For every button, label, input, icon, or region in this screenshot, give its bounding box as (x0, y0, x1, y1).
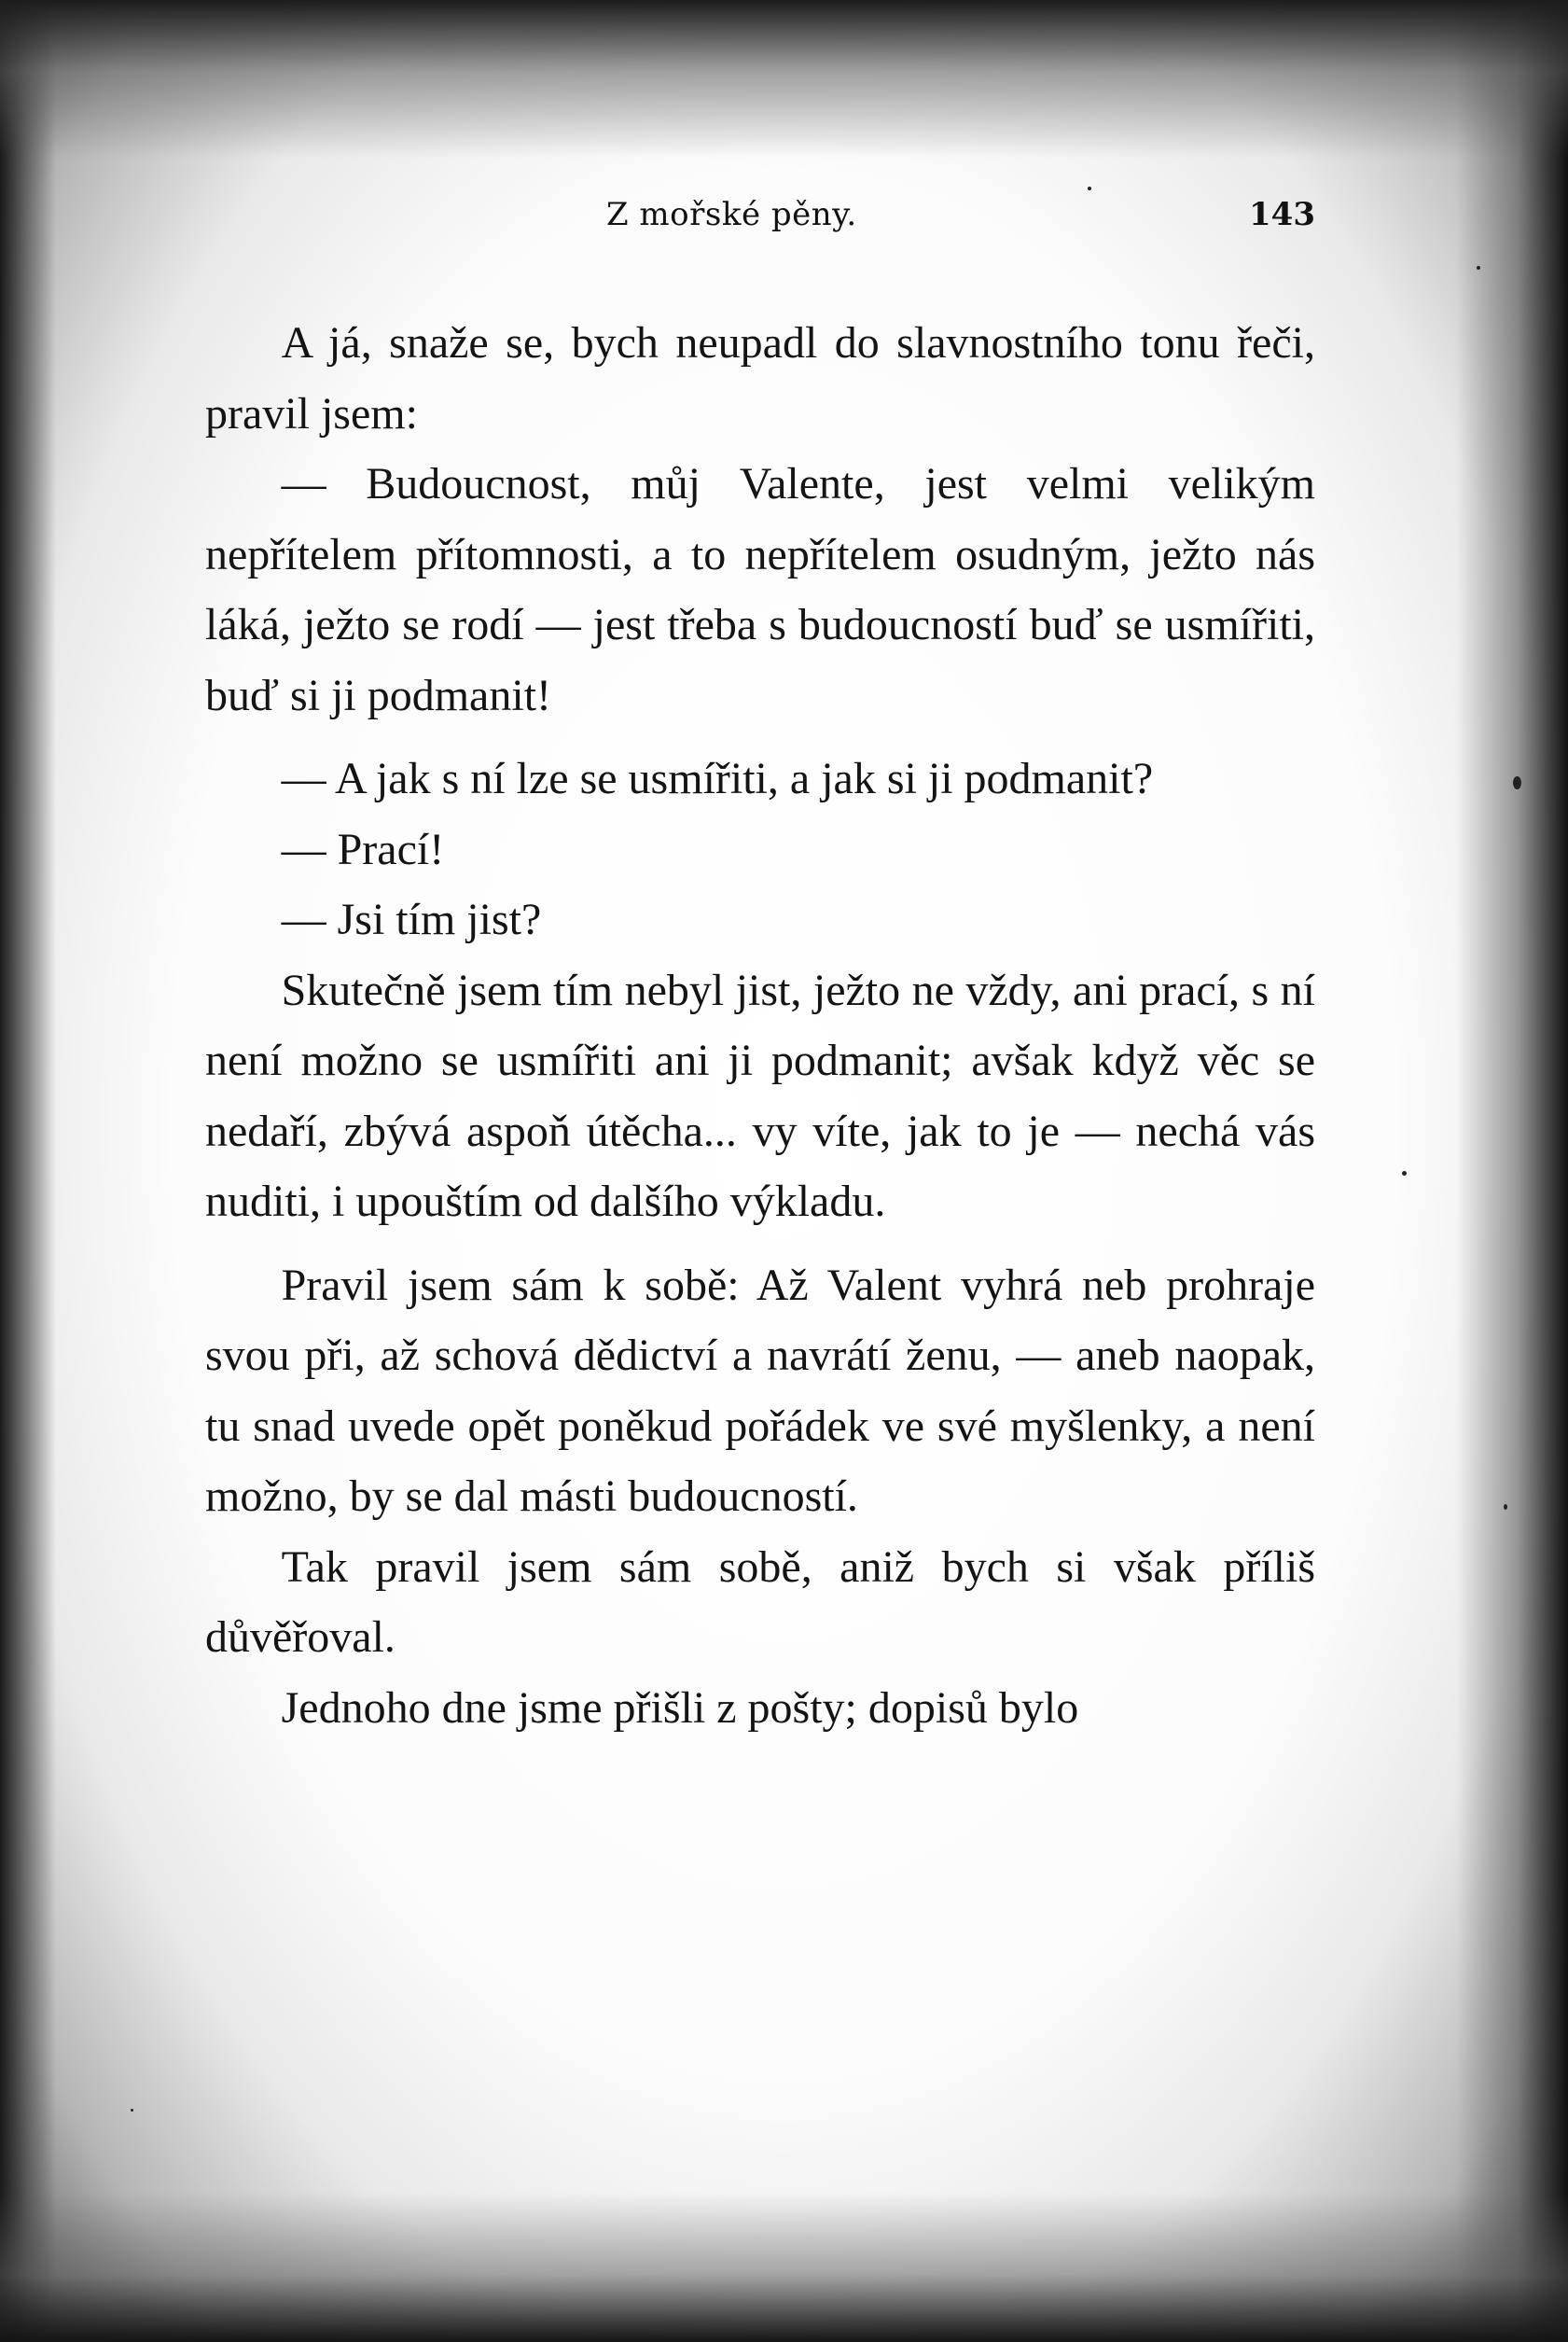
paragraph: — Prací! (281, 824, 445, 874)
running-title: Z mořské pěny. (606, 196, 857, 233)
scan-speck (1088, 187, 1091, 190)
page-number: 143 (1249, 196, 1315, 233)
paragraph: Tak pravil jsem sám sobě, aniž bych si však příliš důvěřoval. (205, 1541, 1315, 1662)
paragraph: A já, snaže se, bych neupadl do slavnostního tonu řeči, pravil jsem: (205, 318, 1315, 439)
paragraph: — Budoucnost, můj Valente, jest velmi velikým nepřítelem přítomnosti, a to nepřítelem osudným, ježto nás láká, ježto se rodí — jest třeba s budoucností buď se usmířiti, buď si ji podmanit! (205, 459, 1315, 720)
scan-speck (1402, 1171, 1407, 1176)
scan-shadow-left (0, 0, 56, 2342)
paragraph: — A jak s ní lze se usmířiti, a jak si ji podmanit? (281, 754, 1154, 803)
paragraph: Pravil jsem sám k sobě: Až Valent vyhrá neb prohraje svou při, až schová dědictví a navrátí ženu, — aneb naopak, tu snad uvede opět poněkud pořádek ve své myšlenky, a není možno, by se dal másti budoucností. (205, 1260, 1315, 1521)
scan-shadow-right (1456, 0, 1568, 2342)
scan-speck (131, 2109, 133, 2112)
scan-shadow-top (0, 0, 1568, 159)
scan-speck (1477, 266, 1480, 270)
scan-speck (1513, 776, 1521, 789)
scan-shadow-bottom (0, 2193, 1568, 2342)
page-header (205, 196, 1315, 241)
paragraph: Skutečně jsem tím nebyl jist, ježto ne vždy, ani prací, s ní není možno se usmířiti ani ji podmanit; avšak když věc se nedaří, zbývá aspoň útěcha... vy víte, jak to je — nechá vás nuditi, i upouštím od dalšího výkladu. (205, 965, 1315, 1226)
paragraph: Jednoho dne jsme přišli z pošty; dopisů bylo (281, 1682, 1079, 1733)
body-text (205, 308, 1315, 1743)
scan-speck (1504, 1504, 1507, 1510)
paragraph: — Jsi tím jist? (281, 895, 542, 944)
